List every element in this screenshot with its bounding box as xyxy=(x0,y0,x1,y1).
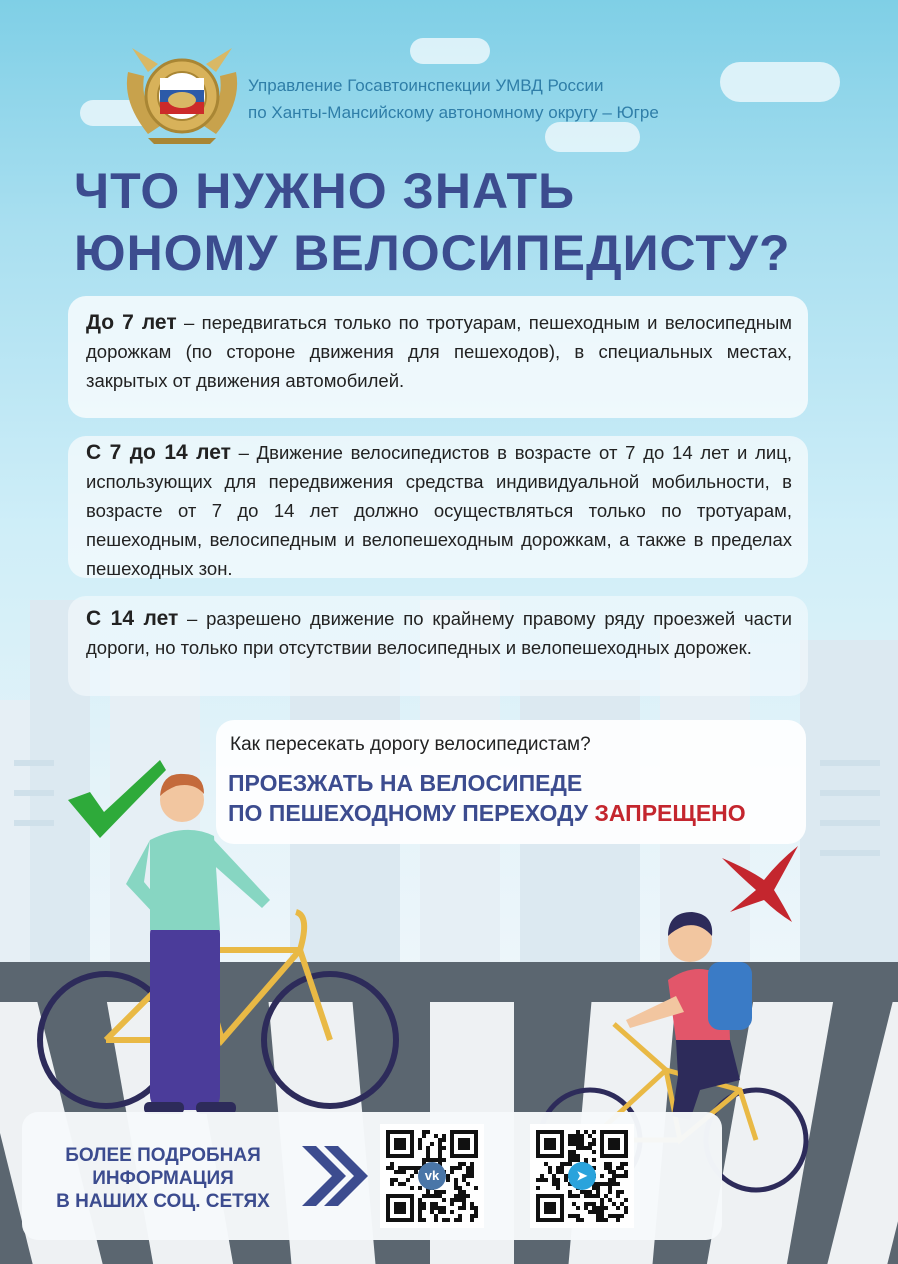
info-line-1: БОЛЕЕ ПОДРОБНАЯ xyxy=(65,1145,261,1166)
title-line-1: ЧТО НУЖНО ЗНАТЬ xyxy=(74,163,576,219)
crossing-rule-line-1: ПРОЕЗЖАТЬ НА ВЕЛОСИПЕДЕ xyxy=(228,770,583,796)
double-chevron-icon xyxy=(298,1140,370,1212)
info-line-2: ИНФОРМАЦИЯ xyxy=(92,1168,234,1189)
crossing-question: Как пересекать дорогу велосипедистам? xyxy=(230,734,591,755)
telegram-icon: ➤ xyxy=(568,1162,596,1190)
forbidden-label: ЗАПРЕЩЕНО xyxy=(594,800,746,826)
telegram-qr-code[interactable] xyxy=(530,1124,634,1228)
vk-qr-code[interactable] xyxy=(380,1124,484,1228)
social-info-text xyxy=(32,1144,294,1213)
cross-mark-icon xyxy=(722,846,798,922)
org-line-1: Управление Госавтоинспекции УМВД России xyxy=(248,76,604,95)
info-line-3: В НАШИХ СОЦ. СЕТЯХ xyxy=(56,1191,270,1212)
rule-body: – передвигаться только по тротуарам, пешеходным и велосипедным дорожкам (по стороне движения для пешеходов), в специальных местах, закрытых от движения автомобилей. xyxy=(86,312,792,391)
vk-icon: vk xyxy=(418,1162,446,1190)
rule-age: С 14 лет xyxy=(86,607,179,630)
rule-body: – разрешено движение по крайнему правому ряду проезжей части дороги, но только при отсутствии велосипедных и велопешеходных дорожек. xyxy=(86,608,792,658)
rule-body: – Движение велосипедистов в возрасте от 7 до 14 лет и лиц, использующих для передвижения средства индивидуальной мобильности, в возрасте от 7 до 14 лет должно осуществляться только по тротуарам, пешеходным, велосипедным и велопешеходным дорожкам, а также в пределах пешеходных зон. xyxy=(86,442,792,579)
crossing-rule-line-2-text: ПО ПЕШЕХОДНОМУ ПЕРЕХОДУ xyxy=(228,800,589,826)
org-line-2: по Ханты-Мансийскому автономному округу – Югре xyxy=(248,103,659,122)
social-info-panel xyxy=(22,1112,722,1240)
check-mark-icon xyxy=(68,760,166,838)
rule-age: С 7 до 14 лет xyxy=(86,441,231,464)
crossing-rule xyxy=(228,768,746,828)
title-line-2: ЮНОМУ ВЕЛОСИПЕДИСТУ? xyxy=(74,225,791,281)
rule-age: До 7 лет xyxy=(86,311,177,334)
crossing-warning xyxy=(216,720,806,844)
crossing-rule-line-2 xyxy=(228,798,746,828)
